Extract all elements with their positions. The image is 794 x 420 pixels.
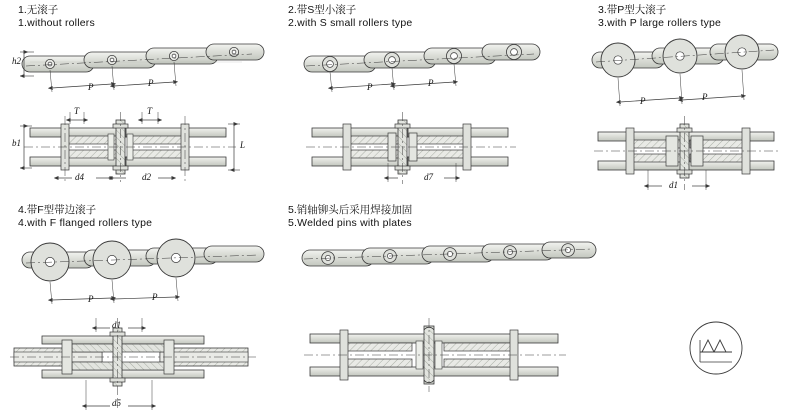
caption-section-3-en: 3.with P large rollers type [598,17,722,29]
weld-symbol-detail [690,322,742,374]
fig5-top-view [304,318,566,392]
caption-section-3-cn: 3.带P型大滚子 [598,4,667,16]
fig5-side-view [302,242,596,266]
caption-section-4-cn: 4.带F型带边滚子 [18,204,97,216]
caption-section-5-cn: 5.销轴铆头后采用焊接加固 [288,204,413,216]
dim-label-p-2a: P [367,82,373,92]
caption-section-2-en: 2.with S small rollers type [288,17,413,29]
fig1-side-view [20,40,264,92]
dim-label-d5: d5 [112,398,121,408]
dim-label-d4: d4 [75,172,84,182]
dim-label-p-3a: P [640,96,646,106]
dim-label-p-1b: P [148,78,154,88]
caption-section-5-en: 5.Welded pins with plates [288,217,412,229]
fig3-top-view [594,116,780,190]
dim-label-p-2b: P [428,78,434,88]
caption-section-1-cn: 1.无滚子 [18,4,59,16]
dim-label-d7: d7 [424,172,433,182]
dim-label-b1: b1 [12,138,21,148]
dim-label-p-4a: P [88,294,94,304]
dim-label-d1-fig3: d1 [669,180,678,190]
dim-label-p-1a: P [88,82,94,92]
fig3-side-view [592,35,778,106]
dim-label-d2: d2 [142,172,151,182]
fig2-top-view [306,112,516,184]
fig4-side-view [22,239,264,304]
caption-section-2-cn: 2.带S型小滚子 [288,4,357,16]
fig1-top-view [20,112,240,182]
caption-section-1-en: 1.without rollers [18,17,95,29]
dim-label-p-3b: P [702,92,708,102]
dim-label-l: L [240,140,246,150]
dim-label-t-2: T [147,106,153,116]
dim-label-t-1: T [74,106,80,116]
fig4-top-view [10,318,256,410]
fig2-side-view [304,44,540,92]
dim-label-p-4b: P [152,292,158,302]
dim-label-h2: h2 [12,56,21,66]
dim-label-d1-fig4: d1 [112,320,121,330]
caption-section-4-en: 4.with F flanged rollers type [18,217,153,229]
